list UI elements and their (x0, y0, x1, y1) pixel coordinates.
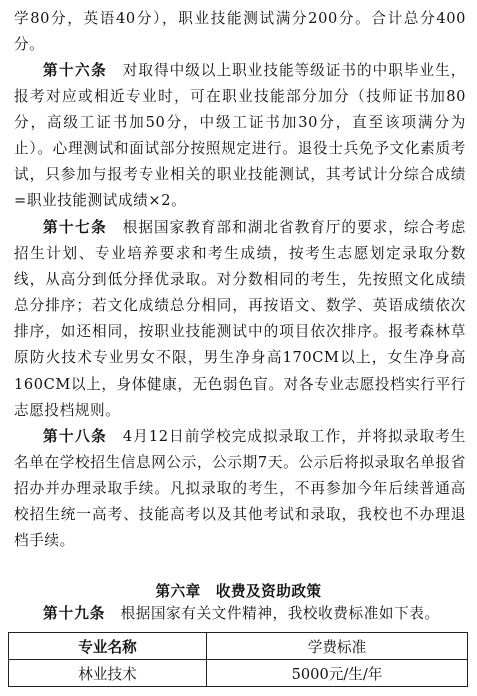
article-19-number: 第十九条 (43, 605, 106, 622)
table-header-cell: 学费标准 (207, 633, 468, 660)
article-19-paragraph (14, 601, 466, 627)
article-16-paragraph (14, 58, 466, 215)
table-cell: 林业技术 (9, 660, 207, 687)
paragraph-text: 学80分，英语40分），职业技能测试满分200分。合计总分400分。 (14, 10, 466, 54)
article-17-paragraph (14, 215, 466, 424)
article-18-text: 4月12日前学校完成拟录取工作，并将拟录取考生名单在学校招生信息网公示，公示期7天。公示后将拟录取名单报省招办并办理录取手续。凡拟录取的考生，不再参加今年后续普通高校招生统一高考、技能高考以及其他考试和录取，我校也不办理退档手续。 (14, 428, 466, 550)
table-row (9, 660, 468, 687)
table-header-row (9, 633, 468, 660)
fee-table (8, 632, 468, 687)
chapter-title: 第六章 收费及资助政策 (155, 583, 322, 600)
article-19-text: 根据国家有关文件精神，我校收费标准如下表。 (120, 605, 440, 622)
paragraph-scoring-continued (14, 6, 466, 58)
article-18-number: 第十八条 (43, 428, 108, 445)
article-16-number: 第十六条 (43, 62, 108, 79)
table-cell: 5000元/生/年 (207, 660, 468, 687)
article-17-text: 根据国家教育部和湖北省教育厅的要求，综合考虑招生计划、专业培养要求和考生成绩，按考生志愿划定录取分数线，从高分到低分择优录取。对分数相同的考生，先按照文化成绩总分排序；若文化成绩总分相同，再按语文、数学、英语成绩依次排序，如还相同，按职业技能测试中的项目依次排序。报考森林草原防火技术专业男女不限，男生净身高170CM以上，女生净身高160CM以上，身体健康，无色弱色盲。对各专业志愿投档实行平行志愿投档规则。 (14, 219, 467, 419)
table-header-cell: 专业名称 (9, 633, 207, 660)
article-17-number: 第十七条 (43, 219, 108, 236)
article-16-text: 对取得中级以上职业技能等级证书的中职毕业生，报考对应或相近专业时，可在职业技能部分加分（技师证书加80分，高级工证书加50分，中级工证书加30分，直至该项满分为止）。心理测试和面试部分按照规定进行。退役士兵免予文化素质考试，只参加与报考专业相关的职业技能测试，其考试计分综合成绩=职业技能测试成绩×2。 (14, 62, 466, 210)
article-18-paragraph (14, 424, 466, 554)
